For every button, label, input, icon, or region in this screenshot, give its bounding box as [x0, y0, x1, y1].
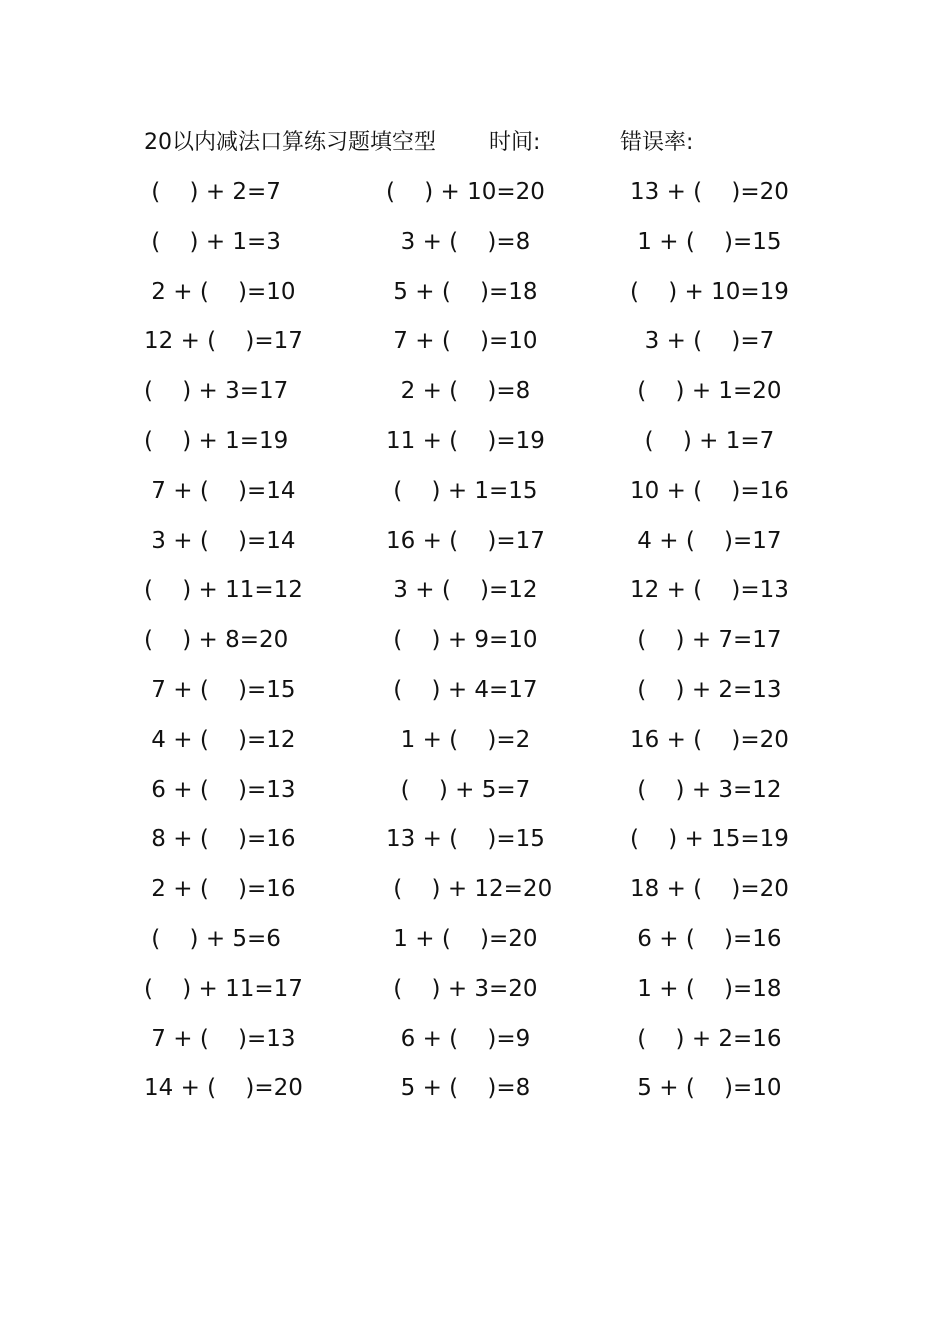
- problem-item: ( ) + 12=20: [386, 876, 553, 903]
- problem-item: 3 + ( )=14: [144, 527, 296, 554]
- problem-item: ( ) + 5=6: [144, 925, 281, 952]
- problem-item: 7 + ( )=10: [386, 328, 538, 355]
- problem-item: ( ) + 5=7: [386, 776, 531, 803]
- problem-row: [0, 369, 950, 419]
- problem-grid: [0, 170, 950, 1116]
- problem-row: [0, 768, 950, 818]
- problem-item: 2 + ( )=8: [386, 378, 531, 405]
- problem-item: 3 + ( )=7: [630, 328, 775, 355]
- worksheet-title: 20以内减法口算练习题填空型: [144, 130, 436, 155]
- problem-item: 18 + ( )=20: [630, 876, 789, 903]
- problem-item: 10 + ( )=16: [630, 477, 789, 504]
- problem-item: 3 + ( )=12: [386, 577, 538, 604]
- problem-row: [0, 618, 950, 668]
- problem-row: [0, 668, 950, 718]
- problem-item: 5 + ( )=8: [386, 1075, 531, 1102]
- problem-item: ( ) + 8=20: [144, 627, 289, 654]
- problem-item: 8 + ( )=16: [144, 826, 296, 853]
- problem-item: ( ) + 2=16: [630, 1025, 782, 1052]
- problem-item: ( ) + 1=19: [144, 427, 289, 454]
- problem-row: [0, 568, 950, 618]
- problem-item: 13 + ( )=20: [630, 179, 789, 205]
- problem-item: 1 + ( )=18: [630, 975, 782, 1002]
- problem-item: 1 + ( )=15: [630, 228, 782, 255]
- problem-item: 1 + ( )=20: [386, 925, 538, 952]
- problem-item: ( ) + 11=12: [144, 577, 303, 604]
- problem-item: 4 + ( )=12: [144, 726, 296, 753]
- time-label: 时间:: [489, 130, 541, 155]
- problem-item: 6 + ( )=9: [386, 1025, 531, 1052]
- problem-item: 12 + ( )=17: [144, 328, 303, 355]
- problem-item: ( ) + 15=19: [630, 826, 789, 853]
- problem-item: 6 + ( )=13: [144, 776, 296, 803]
- problem-item: 12 + ( )=13: [630, 577, 789, 604]
- problem-item: 5 + ( )=10: [630, 1075, 782, 1102]
- problem-item: 4 + ( )=17: [630, 527, 782, 554]
- problem-item: ( ) + 3=20: [386, 975, 538, 1002]
- problem-item: ( ) + 10=19: [630, 278, 789, 305]
- problem-item: 1 + ( )=2: [386, 726, 531, 753]
- problem-row: [0, 1017, 950, 1067]
- problem-item: 6 + ( )=16: [630, 925, 782, 952]
- problem-item: ( ) + 1=3: [144, 228, 281, 255]
- problem-item: 13 + ( )=15: [386, 826, 545, 853]
- problem-item: 2 + ( )=10: [144, 278, 296, 305]
- problem-row: [0, 1066, 950, 1116]
- problem-row: [0, 867, 950, 917]
- problem-item: ( ) + 1=20: [630, 378, 782, 405]
- problem-item: 2 + ( )=16: [144, 876, 296, 903]
- problem-item: 16 + ( )=17: [386, 527, 545, 554]
- problem-item: ( ) + 4=17: [386, 676, 538, 703]
- problem-item: ( ) + 2=13: [630, 676, 782, 703]
- problem-row: [0, 170, 950, 220]
- problem-item: ( ) + 2=7: [144, 179, 281, 205]
- problem-item: ( ) + 3=12: [630, 776, 782, 803]
- problem-row: [0, 967, 950, 1017]
- problem-item: ( ) + 3=17: [144, 378, 289, 405]
- problem-item: ( ) + 1=15: [386, 477, 538, 504]
- problem-item: 16 + ( )=20: [630, 726, 789, 753]
- problem-item: 7 + ( )=13: [144, 1025, 296, 1052]
- problem-row: [0, 220, 950, 270]
- problem-row: [0, 469, 950, 519]
- problem-item: 3 + ( )=8: [386, 228, 531, 255]
- problem-row: [0, 519, 950, 569]
- problem-item: ( ) + 11=17: [144, 975, 303, 1002]
- problem-item: 7 + ( )=14: [144, 477, 296, 504]
- problem-item: ( ) + 10=20: [386, 179, 545, 205]
- problem-row: [0, 319, 950, 369]
- problem-item: ( ) + 7=17: [630, 627, 782, 654]
- problem-item: 7 + ( )=15: [144, 676, 296, 703]
- problem-row: [0, 917, 950, 967]
- error-rate-label: 错误率:: [620, 130, 694, 155]
- problem-row: [0, 718, 950, 768]
- problem-row: [0, 270, 950, 320]
- problem-item: 11 + ( )=19: [386, 427, 545, 454]
- problem-row: [0, 817, 950, 867]
- problem-item: 14 + ( )=20: [144, 1075, 303, 1102]
- problem-item: 5 + ( )=18: [386, 278, 538, 305]
- problem-item: ( ) + 9=10: [386, 627, 538, 654]
- problem-row: [0, 419, 950, 469]
- problem-item: ( ) + 1=7: [630, 427, 775, 454]
